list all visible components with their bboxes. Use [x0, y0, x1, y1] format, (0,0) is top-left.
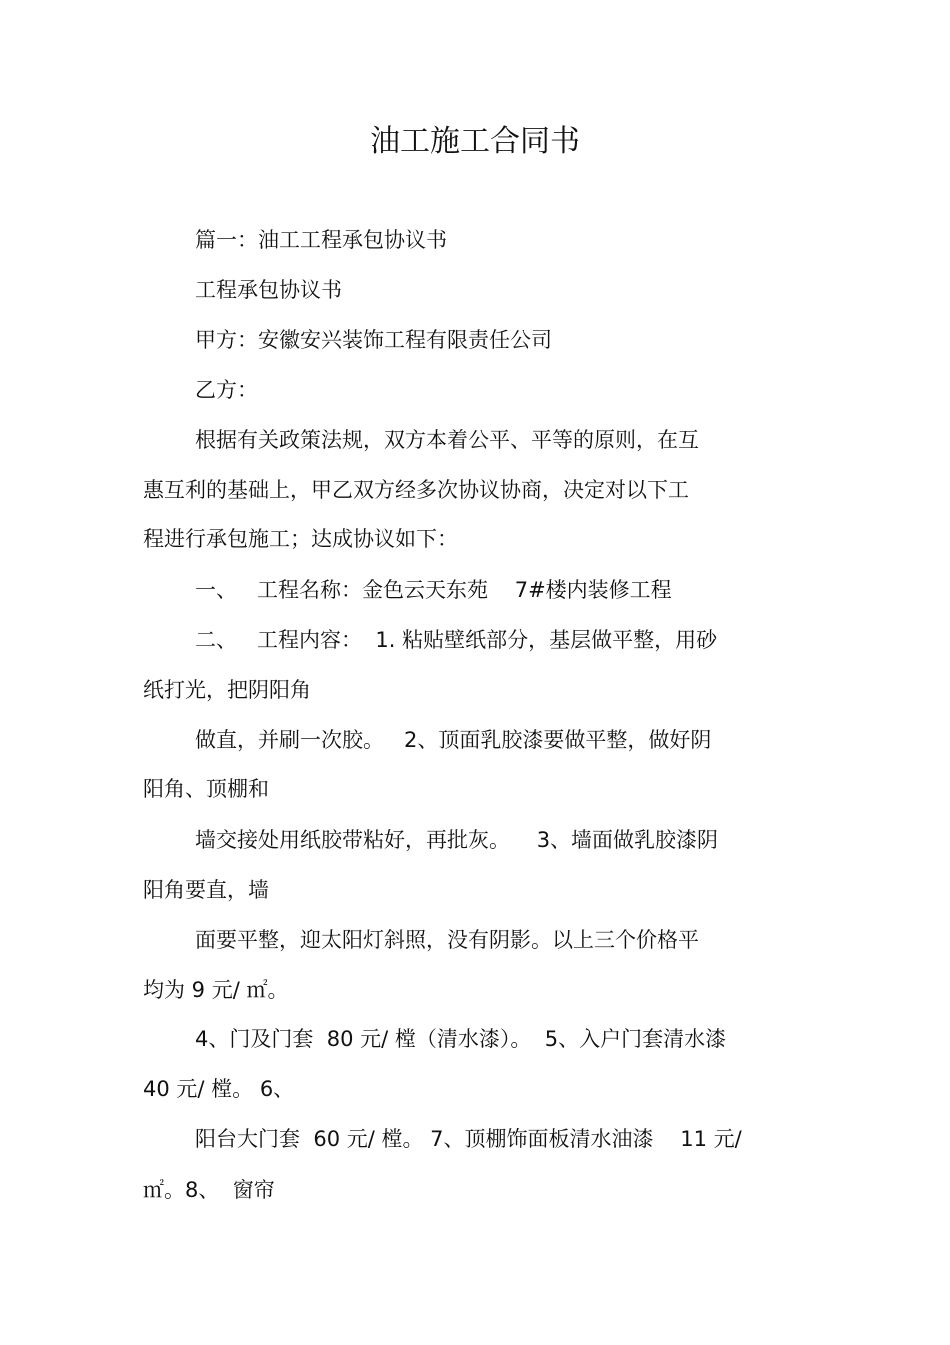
- paragraph-line: 根据有关政策法规，双方本着公平、平等的原则，在互: [195, 428, 699, 452]
- paragraph-line: 阳角、顶棚和: [143, 777, 269, 801]
- paragraph-line: 惠互利的基础上，甲乙双方经多次协议协商，决定对以下工: [143, 478, 689, 502]
- paragraph-line: ㎡。8、 窗帘: [143, 1178, 275, 1202]
- document-title: 油工施工合同书: [370, 124, 580, 159]
- paragraph-line: 4、门及门套 80 元/ 樘（清水漆）。 5、入户门套清水漆: [195, 1027, 727, 1051]
- paragraph-line: 40 元/ 樘。 6、: [143, 1077, 295, 1101]
- paragraph-line: 二、 工程内容： 1. 粘贴壁纸部分，基层做平整，用砂: [195, 628, 718, 652]
- agreement-heading: 工程承包协议书: [195, 278, 342, 302]
- paragraph-line: 阳角要直，墙: [143, 878, 269, 902]
- paragraph-line: 面要平整，迎太阳灯斜照，没有阴影。以上三个价格平: [195, 928, 699, 952]
- paragraph-line: 做直，并刷一次胶。 2、顶面乳胶漆要做平整，做好阴: [195, 728, 712, 752]
- paragraph-line: 程进行承包施工；达成协议如下：: [143, 527, 458, 551]
- party-b-line: 乙方：: [195, 378, 258, 402]
- paragraph-line: 一、 工程名称：金色云天东苑 7#楼内装修工程: [195, 578, 672, 602]
- section-heading: 篇一：油工工程承包协议书: [195, 228, 447, 252]
- paragraph-line: 阳台大门套 60 元/ 樘。 7、顶棚饰面板清水油漆 11 元/: [195, 1127, 742, 1151]
- paragraph-line: 纸打光，把阴阳角: [143, 678, 311, 702]
- paragraph-line: 墙交接处用纸胶带粘好，再批灰。 3、墙面做乳胶漆阴: [195, 828, 719, 852]
- party-a-line: 甲方：安徽安兴装饰工程有限责任公司: [195, 328, 552, 352]
- paragraph-line: 均为 9 元/ ㎡。: [143, 978, 289, 1002]
